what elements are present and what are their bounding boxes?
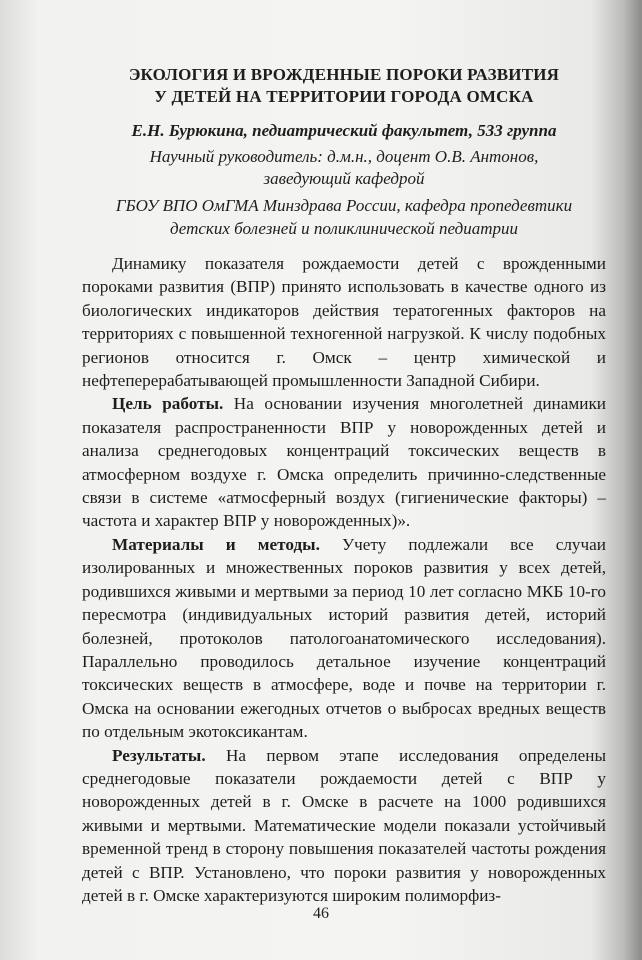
methods-paragraph (82, 533, 606, 744)
goal-text: На основании изучения многолетней динамики показателя распространенности ВПР у новорожденных детей и анализа среднегодовых концентраций токсических веществ в атмосферном воздухе г. Омска определить причинно-следственные связи в системе «атмосферный воздух (гигиенические факторы) – частота и характер ВПР у новорожденных)». (82, 394, 606, 531)
results-heading: Результаты. (112, 745, 206, 765)
results-text: На первом этапе исследования определены среднегодовые показатели рождаемости детей с ВПР у новорожденных детей в г. Омске в расчете на 1000 родившихся живыми и мертвыми. Математические модели показали устойчивый временной тренд в сторону повышения показателей частоты рождения детей с ВПР. Установлено, что пороки развития у новорожденных детей в г. Омске характеризуются широким полиморфиз- (82, 745, 606, 905)
methods-heading: Материалы и методы. (112, 534, 320, 554)
supervisor-info (82, 146, 606, 190)
page-number: 46 (313, 905, 329, 922)
goal-heading: Цель работы. (112, 394, 224, 414)
title-line: У ДЕТЕЙ НА ТЕРРИТОРИИ ГОРОДА ОМСКА (154, 87, 534, 106)
affiliation-info (82, 194, 606, 240)
supervisor-line: Научный руководитель: д.м.н., доцент О.В. Антонов, (149, 147, 539, 166)
affiliation-line: ГБОУ ВПО ОмГМА Минздрава России, кафедра пропедевтики (115, 196, 573, 215)
article-body (82, 252, 606, 907)
intro-paragraph: Динамику показателя рождаемости детей с врожденными пороками развития (ВПР) принято использовать в качестве одного из биологических индикаторов действия тератогенных факторов на территориях с повышенной техногенной нагрузкой. К числу подобных регионов относится г. Омск – центр химической и нефтеперерабатывающей промышленности Западной Сибири. (82, 254, 606, 391)
methods-text: Учету подлежали все случаи изолированных и множественных пороков развития у всех детей, родившихся живыми и мертвыми за период 10 лет согласно МКБ 10-го пересмотра (индивидуальных историй развития детей, историй болезней, протоколов патологоанатомического исследования). Параллельно проводилось детальное изучение концентраций токсических веществ в атмосфере, воде и почве на территории г. Омска на основании ежегодных отчетов о выбросах вредных веществ по отдельным экотоксикантам. (82, 534, 606, 742)
title-line: ЭКОЛОГИЯ И ВРОЖДЕННЫЕ ПОРОКИ РАЗВИТИЯ (128, 65, 560, 84)
article (82, 64, 606, 907)
affiliation-line: детских болезней и поликлинической педиатрии (169, 219, 519, 238)
article-title (82, 64, 606, 108)
supervisor-line: заведующий кафедрой (263, 169, 425, 188)
goal-paragraph (82, 392, 606, 532)
author-line: Е.Н. Бурюкина, педиатрический факультет, 533 группа (131, 121, 557, 140)
results-paragraph (82, 744, 606, 908)
